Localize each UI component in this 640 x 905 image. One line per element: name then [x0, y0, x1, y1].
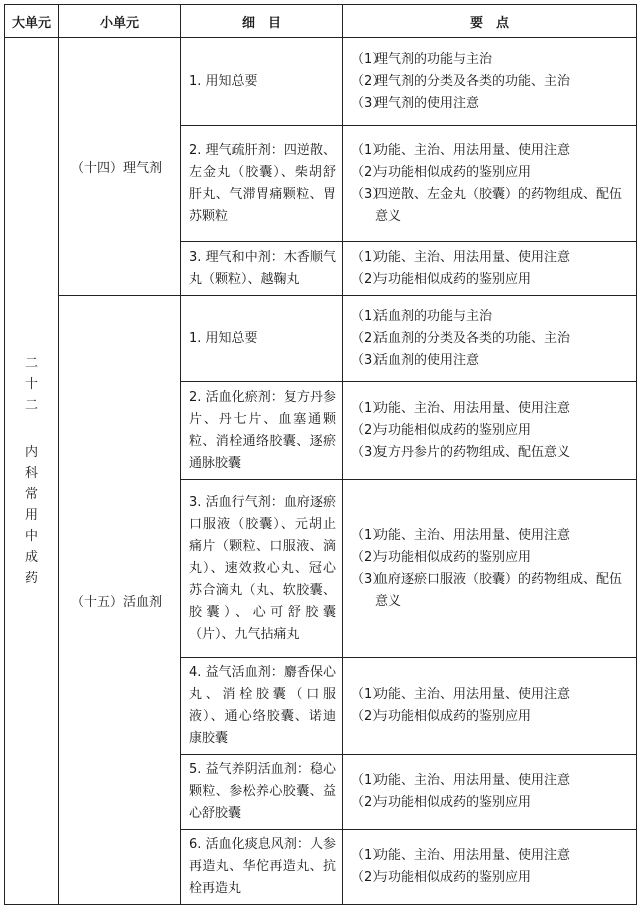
detail-item: 3. 理气和中剂：木香顺气丸（颗粒）、越鞠丸	[181, 242, 343, 296]
point-item: （2）与功能相似成药的鉴别应用	[351, 709, 532, 724]
point-item: （2）活血剂的分类及各类的功能、主治	[351, 330, 571, 346]
point-item: （2）与功能相似成药的鉴别应用	[351, 795, 532, 810]
small-unit-name: （十四）理气剂	[59, 38, 181, 296]
detail-item: 1. 用知总要	[181, 296, 343, 382]
header-points: 要 点	[343, 5, 637, 38]
header-small-unit: 小单元	[59, 5, 181, 38]
key-points	[343, 755, 637, 830]
point-item: （2）与功能相似成药的鉴别应用	[351, 870, 532, 885]
big-unit-cell	[5, 38, 59, 905]
key-points	[343, 296, 637, 382]
table-row	[5, 296, 637, 382]
point-item: （1）功能、主治、用法用量、使用注意	[351, 400, 571, 416]
table-row	[5, 38, 637, 126]
point-item: （2）与功能相似成药的鉴别应用	[351, 164, 532, 180]
point-item: （1）理气剂的功能与主治	[351, 51, 493, 67]
point-item: （2）与功能相似成药的鉴别应用	[351, 549, 532, 565]
point-item: （2）与功能相似成药的鉴别应用	[351, 271, 532, 287]
point-item: （3）血府逐瘀口服液（胶囊）的药物组成、配伍意义	[351, 571, 623, 609]
point-item: （2）理气剂的分类及各类的功能、主治	[351, 73, 571, 89]
point-item: （1）功能、主治、用法用量、使用注意	[351, 527, 571, 543]
detail-item: 1. 用知总要	[181, 38, 343, 126]
detail-item: 3. 活血行气剂：血府逐瘀口服液（胶囊）、元胡止痛片（颗粒、口服液、滴丸）、速效救心丸、冠心苏合滴丸（丸、软胶囊、胶囊）、心可舒胶囊（片）、九气拈痛丸	[181, 480, 343, 658]
point-item: （1）功能、主治、用法用量、使用注意	[351, 142, 571, 158]
point-item: （3）复方丹参片的药物组成、配伍意义	[351, 444, 571, 460]
point-item: （1）功能、主治、用法用量、使用注意	[351, 249, 571, 265]
point-item: （1）功能、主治、用法用量、使用注意	[351, 773, 571, 788]
key-points	[343, 658, 637, 755]
key-points	[343, 38, 637, 126]
header-row	[5, 5, 637, 38]
header-detail: 细 目	[181, 5, 343, 38]
key-points	[343, 480, 637, 658]
small-unit-name: （十五）活血剂	[59, 296, 181, 905]
key-points	[343, 126, 637, 242]
point-item: （3）四逆散、左金丸（胶囊）的药物组成、配伍意义	[351, 186, 623, 224]
key-points	[343, 830, 637, 905]
detail-item: 5. 益气养阴活血剂：稳心颗粒、参松养心胶囊、益心舒胶囊	[181, 755, 343, 830]
point-item: （1）活血剂的功能与主治	[351, 308, 493, 324]
point-item: （2）与功能相似成药的鉴别应用	[351, 422, 532, 438]
detail-item: 2. 活血化瘀剂：复方丹参片、丹七片、血塞通颗粒、消栓通络胶囊、逐瘀通脉胶囊	[181, 382, 343, 480]
header-big-unit: 大单元	[5, 5, 59, 38]
syllabus-table	[4, 4, 637, 905]
key-points	[343, 242, 637, 296]
detail-item: 2. 理气疏肝剂：四逆散、左金丸（胶囊）、柴胡舒肝丸、气滞胃痛颗粒、胃苏颗粒	[181, 126, 343, 242]
point-item: （3）活血剂的使用注意	[351, 352, 480, 368]
big-unit-label: 二 十 二 内 科 常 用 中 成 药	[24, 356, 38, 586]
point-item: （1）功能、主治、用法用量、使用注意	[351, 848, 571, 863]
key-points	[343, 382, 637, 480]
point-item: （3）理气剂的使用注意	[351, 95, 480, 111]
detail-item: 4. 益气活血剂：麝香保心丸、消栓胶囊（口服液）、通心络胶囊、诺迪康胶囊	[181, 658, 343, 755]
detail-item: 6. 活血化痰息风剂：人参再造丸、华佗再造丸、抗栓再造丸	[181, 830, 343, 905]
point-item: （1）功能、主治、用法用量、使用注意	[351, 687, 571, 702]
